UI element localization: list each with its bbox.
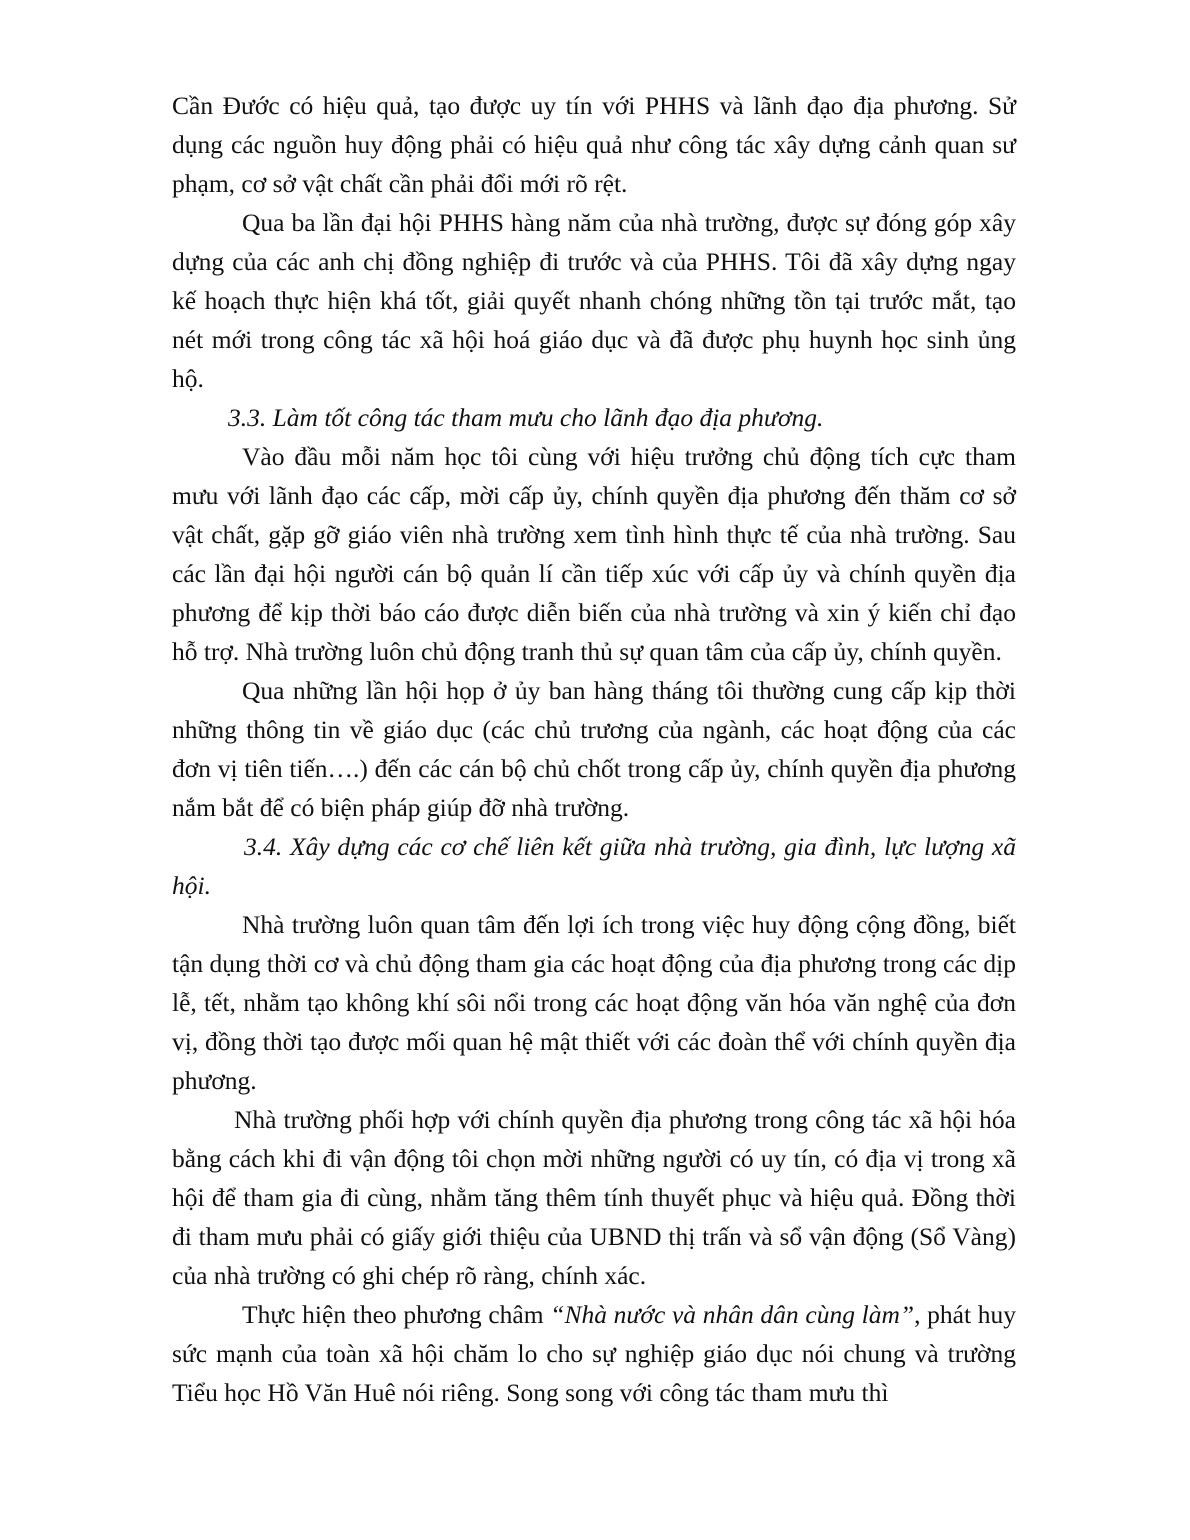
paragraph-phhs-meetings: Qua ba lần đại hội PHHS hàng năm của nhà trường, được sự đóng góp xây dựng của các anh chị đồng nghiệp đi trước và của PHHS. Tôi đã xây dựng ngay kế hoạch thực hiện khá tốt, giải quyết nhanh chóng những tồn tại trước mắt, tạo nét mới trong công tác xã hội hoá giáo dục và đã được phụ huynh học sinh ủng hộ. xyxy=(172,208,1016,393)
paragraph-monthly-meetings: Qua những lần hội họp ở ủy ban hàng tháng tôi thường cung cấp kịp thời những thông tin về giáo dục (các chủ trương của ngành, các hoạt động của các đơn vị tiên tiến….) đến các cán bộ chủ chốt trong cấp ủy, chính quyền địa phương nắm bắt để có biện pháp giúp đỡ nhà trường. xyxy=(172,676,1016,822)
paragraph-advisory-start-of-year: Vào đầu mỗi năm học tôi cùng với hiệu trưởng chủ động tích cực tham mưu với lãnh đạo các cấp, mời cấp ủy, chính quyền địa phương đến thăm cơ sở vật chất, gặp gỡ giáo viên nhà trường xem tình hình thực tế của nhà trường. Sau các lần đại hội người cán bộ quản lí cần tiếp xúc với cấp ủy và chính quyền địa phương để kịp thời báo cáo được diễn biến của nhà trường và xin ý kiến chỉ đạo hỗ trợ. Nhà trường luôn chủ động tranh thủ sự quan tâm của cấp ủy, chính quyền. xyxy=(172,442,1016,666)
document-page xyxy=(172,86,1016,1412)
motto-text-after: , phát huy sức mạnh của toàn xã hội chăm lo cho sự nghiệp giáo dục nói chung và trường Tiểu học Hồ Văn Huê nói riêng. Song song với công tác tham mưu thì xyxy=(172,1300,1017,1407)
paragraph-coordination-local-gov: Nhà trường phối hợp với chính quyền địa phương trong công tác xã hội hóa bằng cách khi đi vận động tôi chọn mời những người có uy tín, có địa vị trong xã hội để tham gia đi cùng, nhằm tăng thêm tính thuyết phục và hiệu quả. Đồng thời đi tham mưu phải có giấy giới thiệu của UBND thị trấn và sổ vận động (Sổ Vàng) của nhà trường có ghi chép rõ ràng, chính xác. xyxy=(172,1105,1016,1290)
section-heading-3-4: 3.4. Xây dựng các cơ chế liên kết giữa nhà trường, gia đình, lực lượng xã hội. xyxy=(172,832,1016,900)
paragraph-motto xyxy=(172,1295,1016,1412)
motto-text-before: Thực hiện theo phương châm xyxy=(242,1300,551,1329)
section-heading-3-3: 3.3. Làm tốt công tác tham mưu cho lãnh đạo địa phương. xyxy=(228,403,824,432)
paragraph-continuation: Cần Đước có hiệu quả, tạo được uy tín với PHHS và lãnh đạo địa phương. Sử dụng các nguồn huy động phải có hiệu quả như công tác xây dựng cảnh quan sư phạm, cơ sở vật chất cần phải đổi mới rõ rệt. xyxy=(172,91,1016,198)
paragraph-community-mobilization: Nhà trường luôn quan tâm đến lợi ích trong việc huy động cộng đồng, biết tận dụng thời cơ và chủ động tham gia các hoạt động của địa phương trong các dịp lễ, tết, nhằm tạo không khí sôi nổi trong các hoạt động văn hóa văn nghệ của đơn vị, đồng thời tạo được mối quan hệ mật thiết với các đoàn thể với chính quyền địa phương. xyxy=(172,910,1016,1095)
motto-quote: “Nhà nước và nhân dân cùng làm” xyxy=(550,1300,915,1329)
